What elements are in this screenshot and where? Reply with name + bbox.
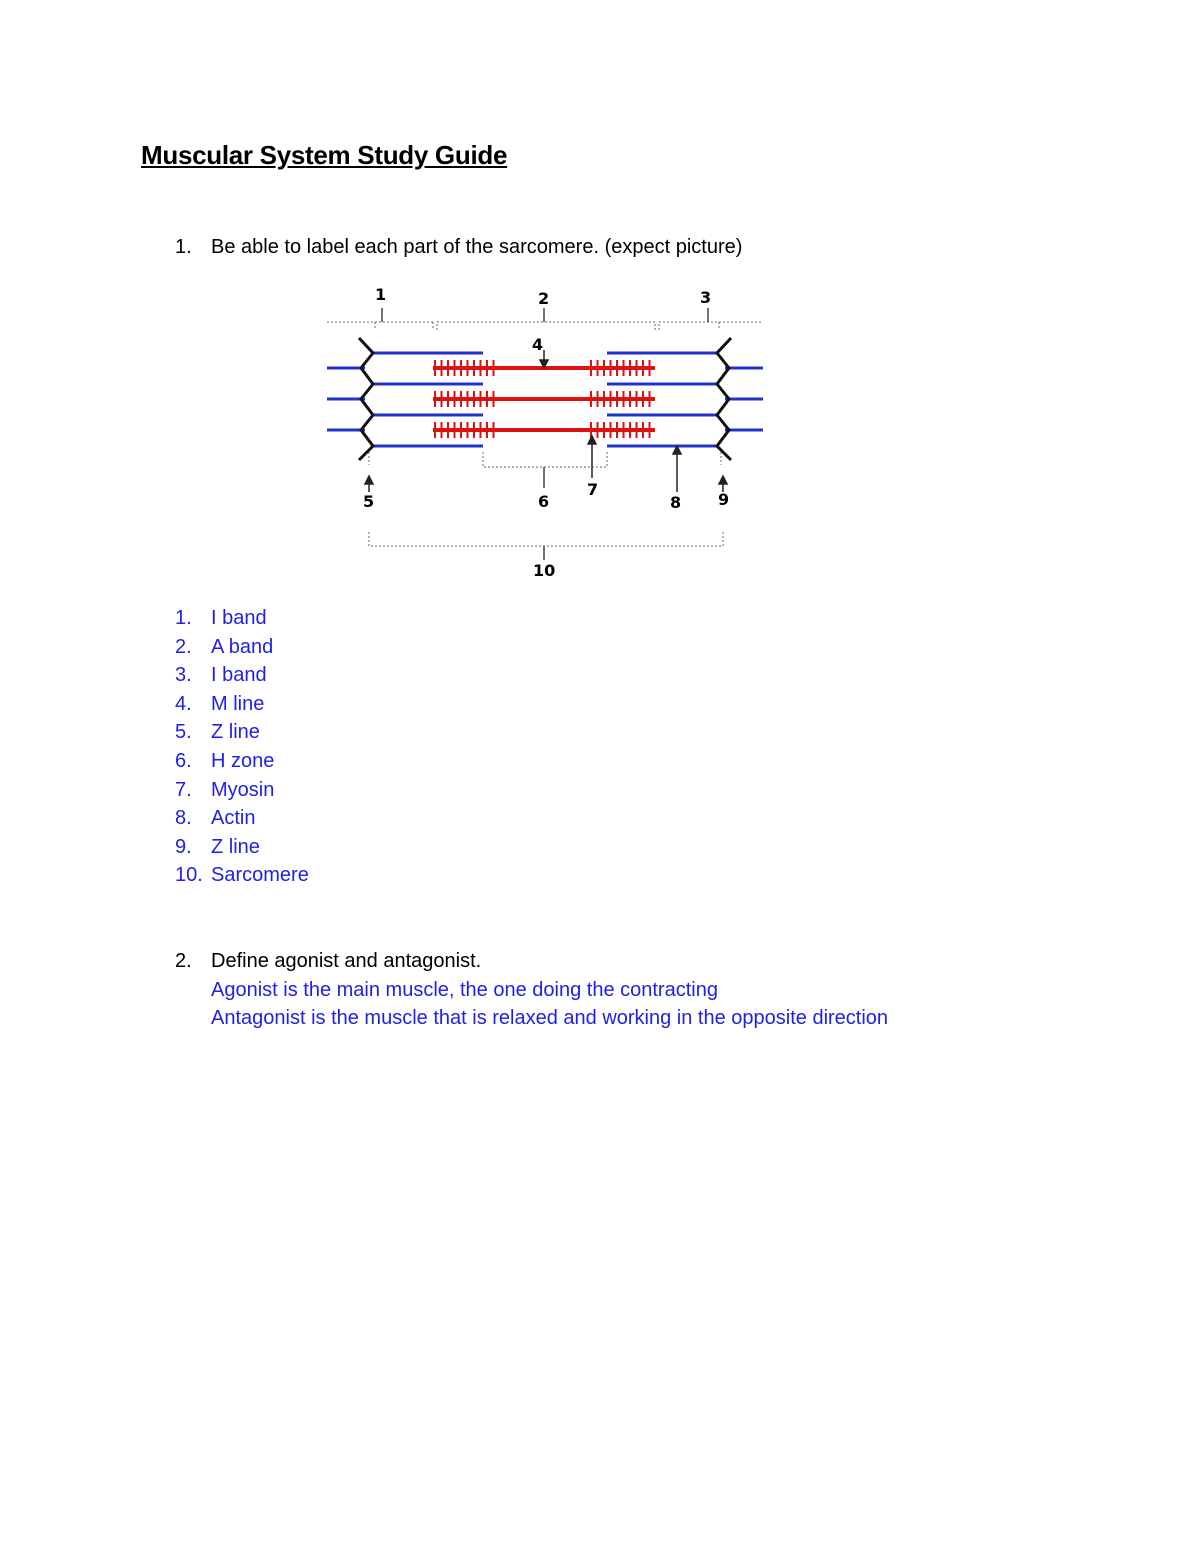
question-2-text: Define agonist and antagonist.: [211, 950, 482, 972]
bracket-ticks: [382, 308, 708, 322]
diagram-label-3: 3: [700, 288, 712, 307]
arrows: [365, 350, 727, 492]
agonist-definition: Agonist is the main muscle, the one doing the contracting: [211, 979, 718, 1001]
sarcomere-bracket: [369, 532, 723, 546]
bracket-1: [327, 322, 433, 330]
diagram-label-6: 6: [538, 492, 550, 511]
diagram-label-8: 8: [670, 493, 682, 512]
question-1-number: 1.: [175, 236, 192, 258]
h-zone-bracket: [369, 452, 721, 467]
z-line-right: [717, 338, 731, 460]
bracket-2: [437, 322, 655, 330]
diagram-label-5: 5: [363, 492, 375, 511]
top-brackets: [327, 322, 761, 330]
z-line-left: [359, 338, 373, 460]
bracket-3: [659, 322, 761, 330]
sarcomere-diagram: [325, 280, 770, 580]
question-2-number: 2.: [175, 950, 192, 972]
diagram-label-4: 4: [532, 335, 544, 354]
diagram-label-1: 1: [375, 285, 387, 304]
question-1-text: Be able to label each part of the sarcomere. (expect picture): [211, 236, 743, 258]
myosin-filaments: [433, 368, 655, 430]
diagram-label-9: 9: [718, 490, 730, 509]
diagram-label-7: 7: [587, 480, 599, 499]
page-title: Muscular System Study Guide: [141, 140, 508, 170]
antagonist-definition: Antagonist is the muscle that is relaxed and working in the opposite direction: [211, 1007, 889, 1029]
diagram-label-10: 10: [533, 561, 556, 580]
diagram-label-2: 2: [538, 289, 550, 308]
